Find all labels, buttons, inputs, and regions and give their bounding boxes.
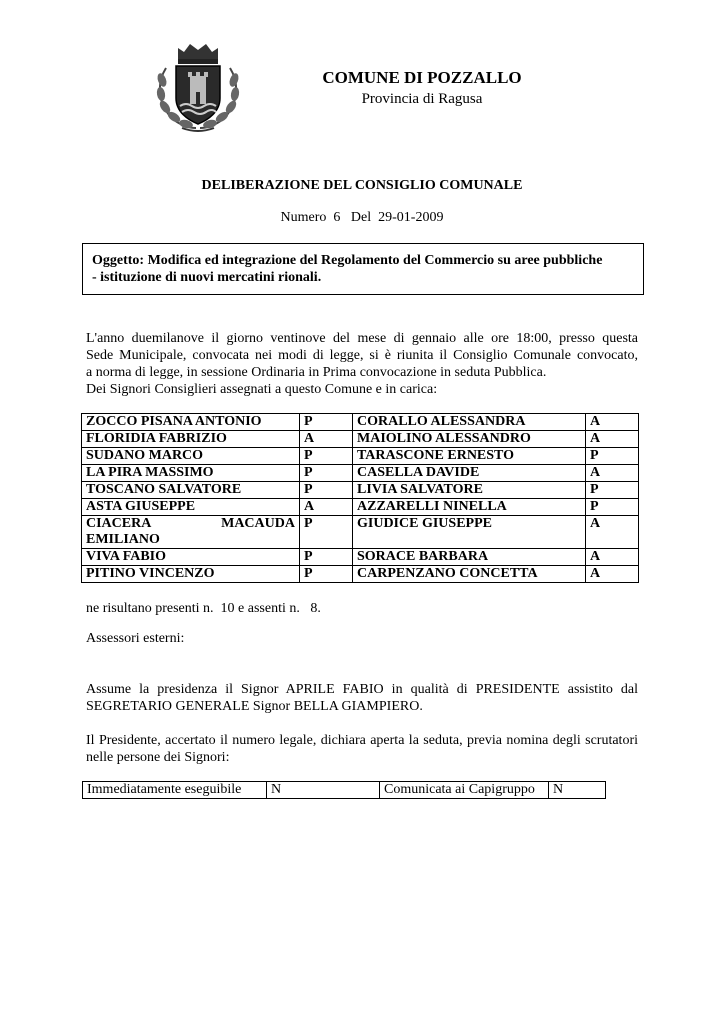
councillor-name: CORALLO ALESSANDRA <box>353 414 586 431</box>
attendance-status: A <box>586 414 639 431</box>
attendance-status: A <box>586 549 639 566</box>
numero-value: 6 <box>333 210 341 225</box>
assenti-count: 8. <box>310 601 321 616</box>
councillor-name: PITINO VINCENZO <box>82 566 300 583</box>
attendance-status: A <box>300 499 353 516</box>
councillor-name: ASTA GIUSEPPE <box>82 499 300 516</box>
assessori-esterni: Assessori esterni: <box>86 631 185 646</box>
attendance-table <box>81 413 639 583</box>
councillor-name-part: EMILIANO <box>86 532 160 547</box>
footer-table <box>82 781 606 799</box>
attendance-summary <box>86 601 321 617</box>
immediata-label: Immediatamente eseguibile <box>83 782 267 799</box>
councillor-name: AZZARELLI NINELLA <box>353 499 586 516</box>
presidente-paragraph: Il Presidente, accertato il numero legale, dichiara aperta la seduta, previa nomina degli scrutatori nelle persone dei Signori: <box>86 733 638 765</box>
del-label: Del <box>350 210 372 225</box>
subject-line-1: Oggetto: Modifica ed integrazione del Regolamento del Commercio su aree pubbliche <box>92 253 603 268</box>
intro-paragraph <box>86 330 638 398</box>
deliberation-date: 29-01-2009 <box>378 210 444 225</box>
presidenza-paragraph: Assume la presidenza il Signor APRILE FABIO in qualità di PRESIDENTE assistito dal SEGRETARIO GENERALE Signor BELLA GIAMPIERO. <box>86 682 638 714</box>
presenti-count: 10 <box>220 601 235 616</box>
provincia-name: Provincia di Ragusa <box>361 91 483 107</box>
intro-line-1: L'anno duemilanove il giorno ventinove del mese di gennaio alle ore 18:00, presso questa <box>86 331 638 346</box>
attendance-status: P <box>300 465 353 482</box>
comunicata-label: Comunicata ai Capigruppo <box>380 782 549 799</box>
councillor-name: LIVIA SALVATORE <box>353 482 586 499</box>
immediata-value: N <box>267 782 380 799</box>
councillor-name: TARASCONE ERNESTO <box>353 448 586 465</box>
table-row <box>82 448 639 465</box>
table-row <box>82 482 639 499</box>
attendance-status: P <box>300 414 353 431</box>
attendance-status: P <box>586 499 639 516</box>
attendance-status: P <box>586 448 639 465</box>
attendance-status: A <box>586 465 639 482</box>
councillor-name: MAIOLINO ALESSANDRO <box>353 431 586 448</box>
intro-line-3: a norma di legge, in sessione Ordinaria in Prima convocazione in seduta Pubblica. <box>86 365 547 380</box>
councillor-name: CARPENZANO CONCETTA <box>353 566 586 583</box>
councillor-name: GIUDICE GIUSEPPE <box>353 516 586 549</box>
attendance-status: P <box>300 549 353 566</box>
councillor-name <box>82 516 300 549</box>
table-row <box>82 499 639 516</box>
presenti-prefix: ne risultano presenti n. <box>86 601 214 616</box>
assenti-label: e assenti n. <box>238 601 300 616</box>
comunicata-value: N <box>549 782 606 799</box>
intro-line-2: Sede Municipale, convocata nei modi di legge, si è riunita il Consiglio Comunale convocato, <box>86 348 638 363</box>
councillor-name: CASELLA DAVIDE <box>353 465 586 482</box>
councillor-name: TOSCANO SALVATORE <box>82 482 300 499</box>
councillor-name: SUDANO MARCO <box>82 448 300 465</box>
intro-line-4: Dei Signori Consiglieri assegnati a questo Comune e in carica: <box>86 382 438 397</box>
councillor-name-part: CIACERA <box>86 516 152 531</box>
attendance-status: A <box>586 566 639 583</box>
attendance-status: A <box>586 516 639 549</box>
attendance-status: P <box>300 516 353 549</box>
councillor-name: LA PIRA MASSIMO <box>82 465 300 482</box>
table-row <box>83 782 606 799</box>
attendance-status: P <box>300 482 353 499</box>
councillor-name: ZOCCO PISANA ANTONIO <box>82 414 300 431</box>
attendance-status: P <box>586 482 639 499</box>
councillor-name: VIVA FABIO <box>82 549 300 566</box>
attendance-status: P <box>300 566 353 583</box>
councillor-name-part: MACAUDA <box>221 516 295 531</box>
attendance-status: A <box>586 431 639 448</box>
table-row <box>82 549 639 566</box>
attendance-status: P <box>300 448 353 465</box>
councillor-name: FLORIDIA FABRIZIO <box>82 431 300 448</box>
deliberation-number <box>0 210 724 226</box>
table-row <box>82 566 639 583</box>
subject-line-2: - istituzione di nuovi mercatini rionali. <box>92 270 322 285</box>
subject-box <box>82 243 644 295</box>
table-row <box>82 516 639 549</box>
municipal-crest-image <box>152 40 244 136</box>
table-row <box>82 414 639 431</box>
document-title: DELIBERAZIONE DEL CONSIGLIO COMUNALE <box>201 178 523 193</box>
comune-name: COMUNE DI POZZALLO <box>322 68 522 87</box>
table-row <box>82 431 639 448</box>
councillor-name: SORACE BARBARA <box>353 549 586 566</box>
table-row <box>82 465 639 482</box>
attendance-status: A <box>300 431 353 448</box>
numero-label: Numero <box>280 210 327 225</box>
